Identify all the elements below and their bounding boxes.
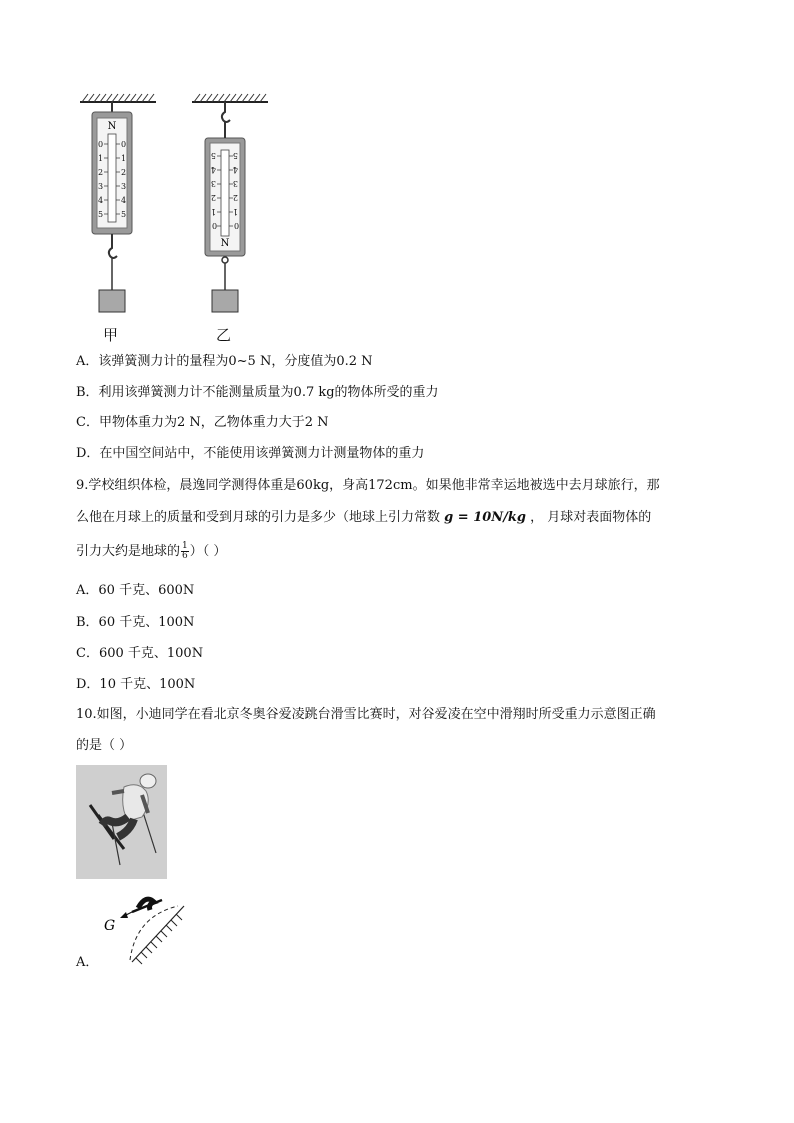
q8-option-a: A．该弹簧测力计的量程为0~5 N，分度值为0.2 N [76,354,373,369]
force-label-g: G [104,918,116,934]
q9-option-d: D．10 千克、100N [76,677,196,692]
svg-text:0: 0 [121,140,127,149]
q8-option-d: D．在中国空间站中，不能使用该弹簧测力计测量物体的重力 [76,446,425,461]
svg-text:5: 5 [121,210,127,219]
svg-text:0: 0 [212,222,218,231]
svg-text:2: 2 [98,168,104,177]
q8-option-c: C．甲物体重力为2 N，乙物体重力大于2 N [76,415,329,430]
q9-option-c: C．600 千克、100N [76,646,204,661]
caption-yi: 乙 [216,326,232,344]
svg-text:1: 1 [232,207,238,216]
svg-text:2: 2 [121,168,127,177]
svg-text:4: 4 [98,196,104,205]
q9-option-a: A．60 千克、600N [76,583,195,598]
q9-stem-line3 [76,542,226,561]
q9-line2-part1: 么他在月球上的质量和受到月球的引力是多少（地球上引力常数 [76,510,441,525]
q9-line3-part1: 引力大约是地球的 [76,544,181,559]
svg-text:5: 5 [210,151,216,160]
svg-text:4: 4 [210,165,216,174]
svg-text:4: 4 [121,196,127,205]
q10-stem-line2: 的是（ ） [76,738,133,753]
gravity-constant: g = 10N/kg [444,510,527,525]
svg-text:3: 3 [210,179,216,188]
q9-line2-part2: ， 月球对表面物体的 [530,510,652,525]
svg-text:5: 5 [232,151,238,160]
svg-text:N: N [220,238,230,249]
q9-line3-part2: ）（ ） [189,544,227,559]
svg-text:3: 3 [232,179,238,188]
ceiling-right [192,94,268,102]
q10-stem-line1: 10.如图，小迪同学在看北京冬奥谷爱凌跳台滑雪比赛时，对谷爱凌在空中滑翔时所受重力示意图正确 [76,707,656,722]
q9-option-b: B．60 千克、100N [76,615,195,630]
fraction-one-sixth [181,542,189,561]
spring-scale-jia [92,102,132,312]
q8-option-b: B．利用该弹簧测力计不能测量质量为0.7 kg的物体所受的重力 [76,385,439,400]
svg-text:3: 3 [121,182,127,191]
fraction-numerator: 1 [182,541,188,551]
skier-photo [76,765,167,879]
spring-scale-figure [70,92,290,324]
ceiling-left [80,94,156,102]
caption-jia: 甲 [103,326,119,344]
q10-option-a-label: A． [76,955,99,970]
svg-text:1: 1 [98,154,104,163]
svg-text:5: 5 [98,210,104,219]
q9-stem-line2 [76,509,651,527]
q9-stem-line1: 9.学校组织体检，晨逸同学测得体重是60kg，身高172cm。如果他非常幸运地被选中去月球旅行，那 [76,478,660,493]
svg-text:2: 2 [210,193,216,202]
svg-text:0: 0 [98,140,104,149]
svg-text:1: 1 [210,207,216,216]
svg-text:1: 1 [121,154,127,163]
fraction-denominator: 6 [182,551,188,561]
svg-text:2: 2 [232,193,238,202]
gravity-diagram-option-a [96,886,196,968]
svg-text:3: 3 [98,182,104,191]
spring-scale-yi [205,102,245,312]
svg-text:N: N [107,121,117,132]
svg-text:4: 4 [232,165,238,174]
svg-text:0: 0 [234,222,240,231]
